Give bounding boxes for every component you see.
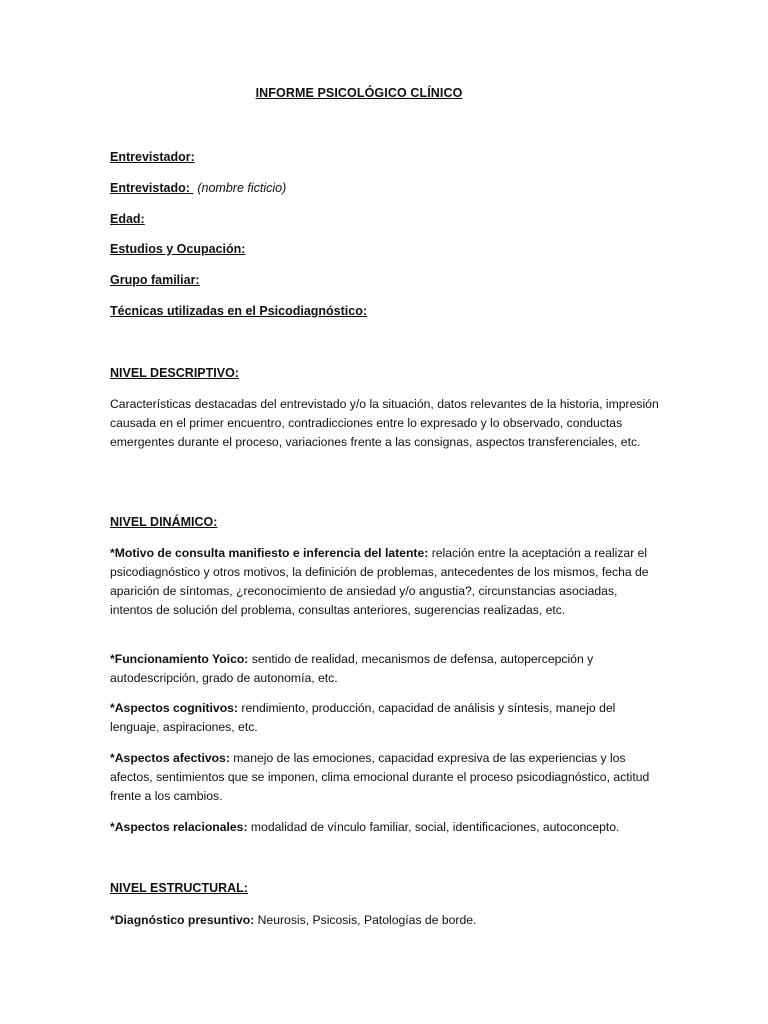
paragraph-lead: *Aspectos afectivos: — [110, 751, 230, 765]
paragraph-text: relación entre la aceptación a realizar el psicodiagnóstico y otros motivos, la definición de problemas, antecedentes de los mismos, fecha de aparición de síntomas, ¿reconocimiento de ansiedad y/o angustia?, circunstancias asociadas, intentos de solución del problema, consultas anteriores, sugerencias realizadas, etc. — [110, 546, 649, 617]
field-label-grupo-familiar: Grupo familiar: — [110, 273, 200, 287]
field-note-entrevistado: (nombre ficticio) — [197, 181, 287, 195]
paragraph-lead: *Aspectos cognitivos: — [110, 701, 238, 715]
paragraph-text: rendimiento, producción, capacidad de análisis y síntesis, manejo del lenguaje, aspiraciones, etc. — [110, 701, 616, 734]
paragraph-aspectos-afectivos — [110, 749, 660, 806]
paragraph-aspectos-cognitivos — [110, 699, 660, 737]
field-label-entrevistador: Entrevistador: — [110, 150, 195, 164]
paragraph-lead: *Diagnóstico presuntivo: — [110, 913, 255, 927]
paragraph-aspectos-relacionales — [110, 818, 660, 837]
heading-nivel-dinamico: NIVEL DINÁMICO: — [110, 515, 218, 529]
paragraph-text: sentido de realidad, mecanismos de defensa, autopercepción y autodescripción, grado de autonomía, etc. — [110, 652, 594, 685]
paragraph-diagnostico-presuntivo — [110, 911, 660, 930]
heading-nivel-estructural: NIVEL ESTRUCTURAL: — [110, 881, 248, 895]
paragraph-lead: *Motivo de consulta manifiesto e inferencia del latente: — [110, 546, 429, 560]
field-estudios — [110, 242, 245, 256]
document-title: INFORME PSICOLÓGICO CLÍNICO — [255, 86, 463, 100]
field-label-tecnicas: Técnicas utilizadas en el Psicodiagnóstico: — [110, 304, 368, 318]
field-entrevistado — [110, 181, 286, 195]
paragraph-motivo-consulta — [110, 544, 660, 620]
field-entrevistador — [110, 150, 195, 164]
paragraph-text: Neurosis, Psicosis, Patologías de borde. — [254, 913, 477, 927]
field-label-estudios: Estudios y Ocupación: — [110, 242, 246, 256]
field-label-edad: Edad: — [110, 212, 145, 226]
paragraph-descriptivo: Características destacadas del entrevistado y/o la situación, datos relevantes de la historia, impresión causada en el primer encuentro, contradicciones entre lo expresado y lo observado, conductas emergentes durante el proceso, variaciones frente a las consignas, aspectos transferenciales, etc. — [110, 397, 659, 449]
paragraph-lead: *Aspectos relacionales: — [110, 820, 248, 834]
paragraph-funcionamiento-yoico — [110, 650, 660, 688]
field-edad — [110, 212, 145, 226]
paragraph-text: manejo de las emociones, capacidad expresiva de las experiencias y los afectos, sentimientos que se imponen, clima emocional durante el proceso psicodiagnóstico, actitud frente a los cambios. — [110, 751, 650, 803]
field-grupo-familiar — [110, 273, 200, 287]
field-label-entrevistado: Entrevistado: — [110, 181, 194, 195]
heading-nivel-descriptivo: NIVEL DESCRIPTIVO: — [110, 366, 239, 380]
paragraph-text: modalidad de vínculo familiar, social, identificaciones, autoconcepto. — [247, 820, 620, 834]
field-tecnicas — [110, 304, 367, 318]
paragraph-lead: *Funcionamiento Yoico: — [110, 652, 249, 666]
